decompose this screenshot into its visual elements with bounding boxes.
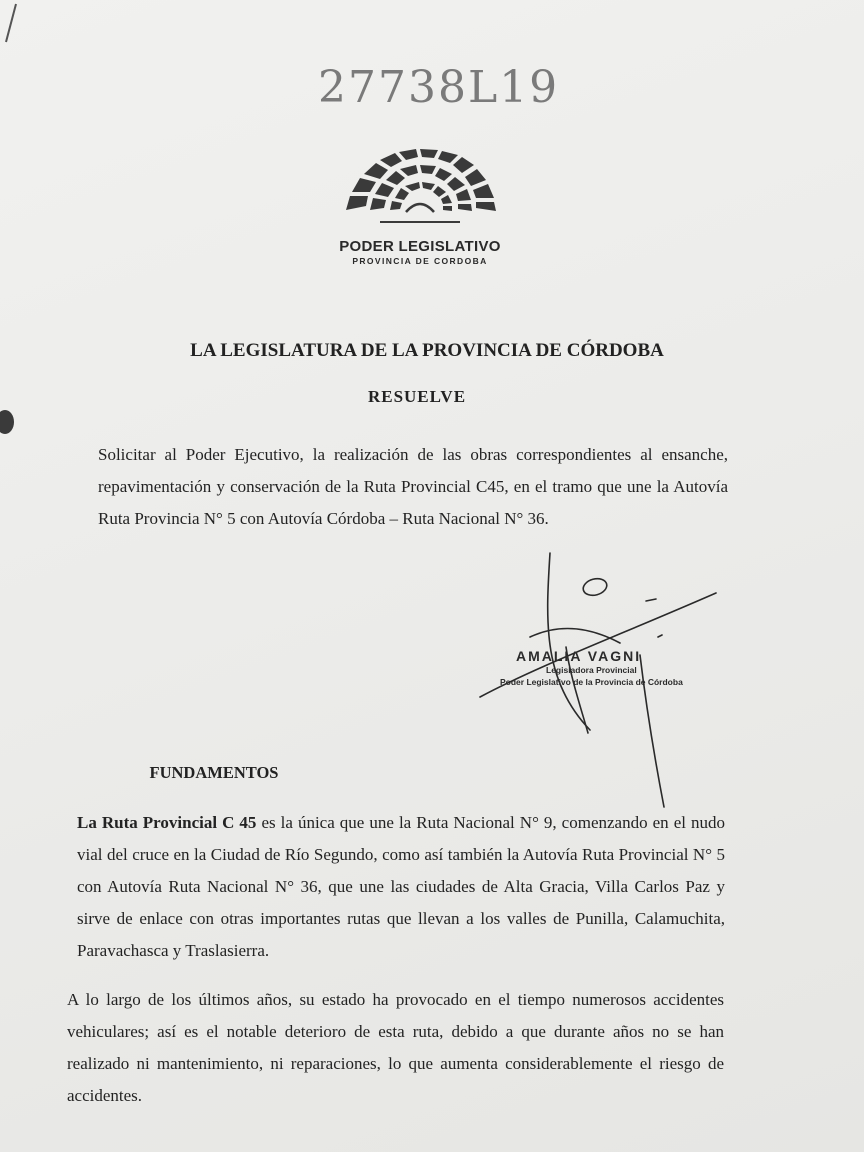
signer-role: Legisladora Provincial — [546, 665, 637, 675]
document-number: 27738L19 — [318, 62, 560, 113]
legislature-emblem-icon — [340, 148, 500, 238]
document-title: LA LEGISLATURA DE LA PROVINCIA DE CÓRDOBA — [190, 340, 664, 361]
resolution-paragraph: Solicitar al Poder Ejecutivo, la realización de las obras correspondientes al ensanche, repavimentación y conservación de la Ruta Provincial C45, en el tramo que une la Autovía Ruta Provincia N° 5 con Autovía Córdoba – Ruta Nacional N° 36. — [98, 445, 728, 528]
emblem-subtitle: PROVINCIA DE CORDOBA — [352, 256, 488, 266]
fundamentos-paragraph-1 — [77, 807, 725, 967]
pen-mark — [2, 2, 22, 46]
signer-organization: Poder Legislativo de la Provincia de Córdoba — [500, 677, 683, 687]
fundamentos-paragraph-1-text: es la única que une la Ruta Nacional N° 9, comenzando en el nudo vial del cruce en la Ciudad de Río Segundo, como así también la Autovía Ruta Provincial N° 5 con Autovía Ruta Nacional N° 36, que une las ciudades de Alta Gracia, Villa Carlos Paz y sirve de enlace con otras importantes rutas que llevan a los valles de Punilla, Calamuchita, Paravachasca y Traslasierra. — [77, 813, 725, 960]
emblem-title: PODER LEGISLATIVO — [339, 238, 501, 255]
resolve-heading: RESUELVE — [367, 387, 467, 406]
fundamentos-heading: FUNDAMENTOS — [149, 763, 279, 782]
signer-name: AMALIA VAGNI — [516, 648, 642, 664]
binding-hole — [0, 410, 14, 434]
signature-block — [500, 648, 700, 688]
route-name-bold: La Ruta Provincial C 45 — [77, 813, 257, 832]
fundamentos-paragraph-2: A lo largo de los últimos años, su estado ha provocado en el tiempo numerosos accidentes vehiculares; así es el notable deterioro de esta ruta, debido a que durante años no se han realizado ni mantenimiento, ni reparaciones, lo que aumenta considerablemente el riesgo de accidentes. — [67, 990, 724, 1105]
emblem-caption — [330, 238, 510, 266]
